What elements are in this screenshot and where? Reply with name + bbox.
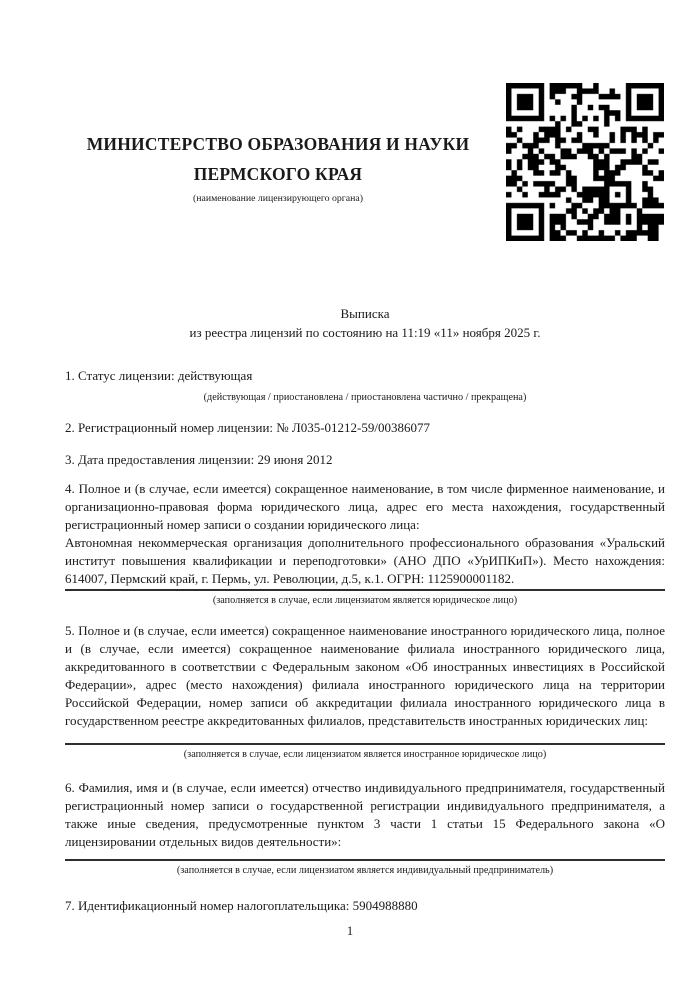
legal-entity-caption: (заполняется в случае, если лицензиатом является юридическое лицо) [212, 595, 518, 606]
licensing-authority-header [63, 129, 493, 205]
document-title [65, 304, 665, 342]
entrepreneur-question: 6. Фамилия, имя и (в случае, если имеется) отчество индивидуального предпринимателя, государственный регистрационный номер записи о государственной регистрации индивидуального предпринимателя, а также иные сведения, предусмотренные пунктом 3 части 1 статьи 15 Федерального закона «О лицензировании отдельных видов деятельности»: [65, 780, 665, 849]
ministry-name-line2: ПЕРМСКОГО КРАЯ [193, 164, 363, 184]
item-grant-date [65, 451, 665, 469]
item-taxpayer-id [65, 897, 665, 915]
taxpayer-id-text: 7. Идентификационный номер налогоплательщика: 5904988880 [65, 898, 418, 913]
entrepreneur-caption: (заполняется в случае, если лицензиатом является индивидуальный предприниматель) [176, 865, 554, 876]
fill-in-rule [65, 589, 665, 591]
item-registration-number [65, 419, 665, 437]
page-number: 1 [346, 924, 354, 938]
qr-code [506, 83, 664, 241]
item-license-status [65, 367, 665, 385]
item-individual-entrepreneur [65, 779, 665, 877]
title-line1: Выписка [340, 306, 390, 321]
foreign-entity-caption: (заполняется в случае, если лицензиатом является иностранное юридическое лицо) [183, 749, 547, 760]
item-foreign-entity [65, 622, 665, 761]
fill-in-rule [65, 859, 665, 861]
registration-number-text: 2. Регистрационный номер лицензии: № Л035-01212-59/00386077 [65, 420, 431, 435]
qr-code-image [506, 83, 664, 241]
item-legal-entity [65, 480, 665, 607]
license-status-options-caption: (действующая / приостановлена / приостановлена частично / прекращена) [203, 392, 527, 403]
legal-entity-question: 4. Полное и (в случае, если имеется) сокращенное наименование, в том числе фирменное наименование, и организационно-правовая форма юридического лица, адрес его места нахождения, государственный регистрационный номер записи о создании юридического лица: [65, 481, 665, 532]
ministry-name-line1: МИНИСТЕРСТВО ОБРАЗОВАНИЯ И НАУКИ [86, 134, 470, 154]
foreign-entity-question: 5. Полное и (в случае, если имеется) сокращенное наименование иностранного юридического лица, полное и (в случае, если имеется) сокращенное наименование филиала иностранного юридического лица, аккредитованного в соответствии с Федеральным законом «Об иностранных инвестициях в Российской Федерации», адрес (место нахождения) филиала иностранного юридического лица на территории Российской Федерации, номер записи об аккредитации филиала иностранного юридического лица в государственном реестре аккредитованных филиалов, представительств иностранных юридических лиц: [65, 623, 665, 728]
fill-in-rule [65, 743, 665, 745]
authority-name-caption: (наименование лицензирующего органа) [192, 193, 363, 204]
grant-date-text: 3. Дата предоставления лицензии: 29 июня 2012 [65, 452, 333, 467]
legal-entity-value: Автономная некоммерческая организация дополнительного профессионального образования «Уральский институт повышения квалификации и переподготовки» (АНО ДПО «УрИПКиП»). Место нахождения: 614007, Пермский край, г. Пермь, ул. Революции, д.5, к.1. ОГРН: 1125900001182. [65, 535, 665, 586]
title-line2: из реестра лицензий по состоянию на 11:19 «11» ноября 2025 г. [189, 325, 541, 340]
license-status-text: 1. Статус лицензии: действующая [65, 368, 253, 383]
